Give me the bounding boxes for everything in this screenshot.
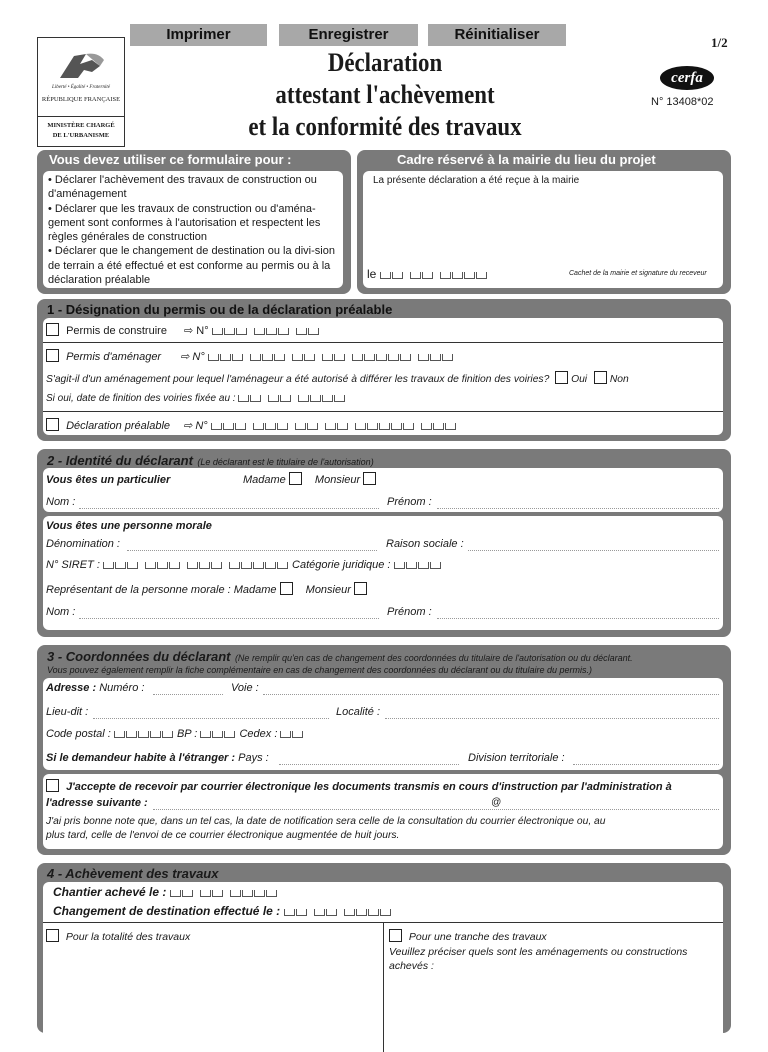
section2-heading: 2 - Identité du déclarant [47, 453, 193, 468]
voie-field[interactable] [263, 694, 719, 695]
email-box [43, 774, 723, 849]
mairie-le-label: le [367, 267, 377, 281]
email-notice: J'ai pris bonne note que, dans un tel cas, la date de notification sera celle de la consultation du courrier électronique ou, au [46, 816, 606, 827]
morale-label: Vous êtes une personne morale [46, 520, 212, 532]
cerfa-logo: cerfa [660, 66, 714, 90]
usage-list [43, 171, 343, 288]
localite-label: Localité : [336, 706, 381, 718]
permis-construire-number[interactable] [212, 326, 326, 334]
etranger-label: Si le demandeur habite à l'étranger : [46, 752, 236, 764]
motto: Liberté • Égalité • Fraternité [52, 85, 110, 90]
mairie-box [363, 171, 723, 288]
denomination-field[interactable] [127, 550, 377, 551]
arrow-n-label: ⇨ N° [183, 420, 208, 432]
siret-label: N° SIRET : [46, 559, 100, 571]
print-button[interactable]: Imprimer [130, 24, 267, 46]
reset-button[interactable]: Réinitialiser [428, 24, 566, 46]
section1-heading: 1 - Désignation du permis ou de la déclaration préalable [47, 302, 393, 317]
page-number: 1/2 [711, 35, 728, 50]
section1-box [43, 318, 723, 435]
representant-monsieur-label: Monsieur [305, 584, 351, 596]
section3-note2: Vous pouvez également remplir la fiche complémentaire en cas de changement des coordonnées du déclarant ou du titulaire du permis.) [47, 665, 592, 675]
non-label: Non [609, 374, 629, 385]
morale-box [43, 516, 723, 630]
localite-field[interactable] [385, 718, 719, 719]
division-label: Division territoriale : [468, 752, 565, 764]
numero-field[interactable] [153, 694, 223, 695]
permis-amenager-checkbox[interactable] [46, 349, 59, 362]
cp-label: Code postal : [46, 728, 111, 740]
voirie-date-label: Si oui, date de finition des voiries fixée au : [46, 393, 236, 404]
lieudit-field[interactable] [93, 718, 329, 719]
totalite-label: Pour la totalité des travaux [65, 931, 191, 943]
email-field[interactable] [153, 809, 719, 810]
prenom2-field[interactable] [437, 618, 719, 619]
prenom-label: Prénom : [387, 496, 432, 508]
section3-panel [37, 645, 731, 855]
email-accept-checkbox[interactable] [46, 779, 59, 792]
representant-label: Représentant de la personne morale : Madame [46, 584, 277, 596]
section2-note: (Le déclarant est le titulaire de l'autorisation) [197, 457, 374, 467]
adresse-box [43, 678, 723, 770]
republic-text: RÉPUBLIQUE FRANÇAISE [41, 96, 121, 103]
mairie-stamp-text: Cachet de la mairie et signature du receveur [569, 270, 707, 277]
email-accept-text: J'accepte de recevoir par courrier électronique les documents transmis en cours d'instruction par l'administration à [66, 781, 672, 793]
permis-amenager-label: Permis d'aménager [66, 351, 162, 363]
section2-panel [37, 449, 731, 637]
section1-panel [37, 299, 731, 441]
section4-heading: 4 - Achèvement des travaux [47, 866, 219, 881]
nom-label: Nom : [46, 496, 76, 508]
oui-label: Oui [571, 374, 588, 385]
usage-item: • Déclarer que les travaux de construction ou d'aména-gement sont conformes à l'autorisation et respectent les règles générales de construction [48, 202, 321, 244]
mairie-date-cells[interactable] [380, 268, 488, 276]
declaration-number[interactable] [211, 421, 457, 429]
pays-label: Pays : [238, 752, 269, 764]
lieudit-label: Lieu-dit : [46, 706, 89, 718]
categorie-cells[interactable] [394, 560, 442, 568]
title-line1: Déclaration [327, 48, 443, 77]
numero-label: Numéro : [99, 682, 145, 694]
declaration-prealable-checkbox[interactable] [46, 418, 59, 431]
chantier-date-cells[interactable] [170, 886, 278, 894]
arrow-n-label: ⇨ N° [180, 351, 205, 363]
cedex-cells[interactable] [280, 729, 304, 737]
section3-heading: 3 - Coordonnées du déclarant [47, 649, 231, 664]
usage-item: • Déclarer l'achèvement des travaux de construction ou d'aménagement [48, 174, 317, 201]
bp-label: BP : [176, 728, 198, 740]
madame-checkbox[interactable] [289, 472, 302, 485]
voie-label: Voie : [231, 682, 259, 694]
non-checkbox[interactable] [594, 371, 607, 384]
particulier-box [43, 468, 723, 512]
voirie-question: S'agit-il d'un aménagement pour lequel l'aménageur a été autorisé à différer les travaux de finition des voiries? [46, 374, 550, 385]
section3-note: (Ne remplir qu'en cas de changement des coordonnées du titulaire de l'autorisation ou du déclarant. [234, 653, 633, 663]
monsieur-label: Monsieur [314, 474, 361, 486]
nom2-field[interactable] [79, 618, 379, 619]
tranche-checkbox[interactable] [389, 929, 402, 942]
representant-monsieur-checkbox[interactable] [354, 582, 367, 595]
mairie-panel [357, 150, 731, 294]
nom-field[interactable] [79, 508, 379, 509]
representant-madame-checkbox[interactable] [280, 582, 293, 595]
permis-construire-label: Permis de construire [66, 325, 167, 337]
bp-cells[interactable] [200, 729, 236, 737]
section4-box [43, 882, 723, 1042]
madame-label: Madame [243, 474, 286, 486]
email-address-label: l'adresse suivante : [46, 797, 148, 809]
division-field[interactable] [573, 764, 719, 765]
monsieur-checkbox[interactable] [363, 472, 376, 485]
marianne-icon [56, 50, 108, 80]
changement-label: Changement de destination effectué le : [53, 904, 281, 918]
usage-heading: Vous devez utiliser ce formulaire pour : [49, 152, 292, 167]
totalite-checkbox[interactable] [46, 929, 59, 942]
mairie-heading: Cadre réservé à la mairie du lieu du projet [397, 152, 656, 167]
mairie-received-text: La présente déclaration a été reçue à la mairie [373, 175, 580, 186]
permis-construire-checkbox[interactable] [46, 323, 59, 336]
declaration-prealable-label: Déclaration préalable [66, 420, 171, 432]
title-line2: attestant l'achèvement [275, 80, 495, 109]
ministry-line1: MINISTÈRE CHARGÉ [47, 122, 115, 129]
save-button[interactable]: Enregistrer [279, 24, 418, 46]
categorie-label: Catégorie juridique : [292, 559, 391, 571]
arrow-n-label: ⇨ N° [184, 325, 209, 337]
cp-cells[interactable] [114, 729, 174, 737]
usage-panel [37, 150, 351, 294]
email-notice2: plus tard, celle de l'envoi de ce courrier électronique augmentée de huit jours. [46, 830, 400, 841]
changement-date-cells[interactable] [284, 905, 392, 913]
cerfa-number: N° 13408*02 [651, 96, 714, 108]
permis-amenager-number[interactable] [208, 352, 454, 360]
usage-item: • Déclarer que le changement de destination ou la divi-sion de terrain a été effectué et est conforme au permis ou à la déclaration préalable [48, 245, 335, 287]
marianne-logo [37, 37, 125, 147]
ministry-line2: DE L'URBANISME [52, 132, 110, 139]
siret-cells[interactable] [103, 560, 289, 568]
particulier-label: Vous êtes un particulier [46, 474, 171, 486]
prenom2-label: Prénom : [387, 606, 432, 618]
tranche-label: Pour une tranche des travaux [408, 931, 547, 943]
nom2-label: Nom : [46, 606, 76, 618]
oui-checkbox[interactable] [555, 371, 568, 384]
cedex-label: Cedex : [239, 728, 278, 740]
denomination-label: Dénomination : [46, 538, 120, 550]
raison-label: Raison sociale : [386, 538, 464, 550]
voirie-date-cells[interactable] [238, 394, 346, 402]
preciser-text: Veuillez préciser quels sont les aménagements ou constructions achevés : [389, 946, 688, 972]
prenom-field[interactable] [437, 508, 719, 509]
adresse-label: Adresse : [46, 682, 97, 694]
pays-field[interactable] [279, 764, 459, 765]
chantier-label: Chantier achevé le : [53, 885, 167, 899]
title-line3: et la conformité des travaux [248, 112, 522, 141]
at-sign: @ [491, 797, 502, 808]
section4-panel [37, 863, 731, 1033]
raison-field[interactable] [468, 550, 719, 551]
